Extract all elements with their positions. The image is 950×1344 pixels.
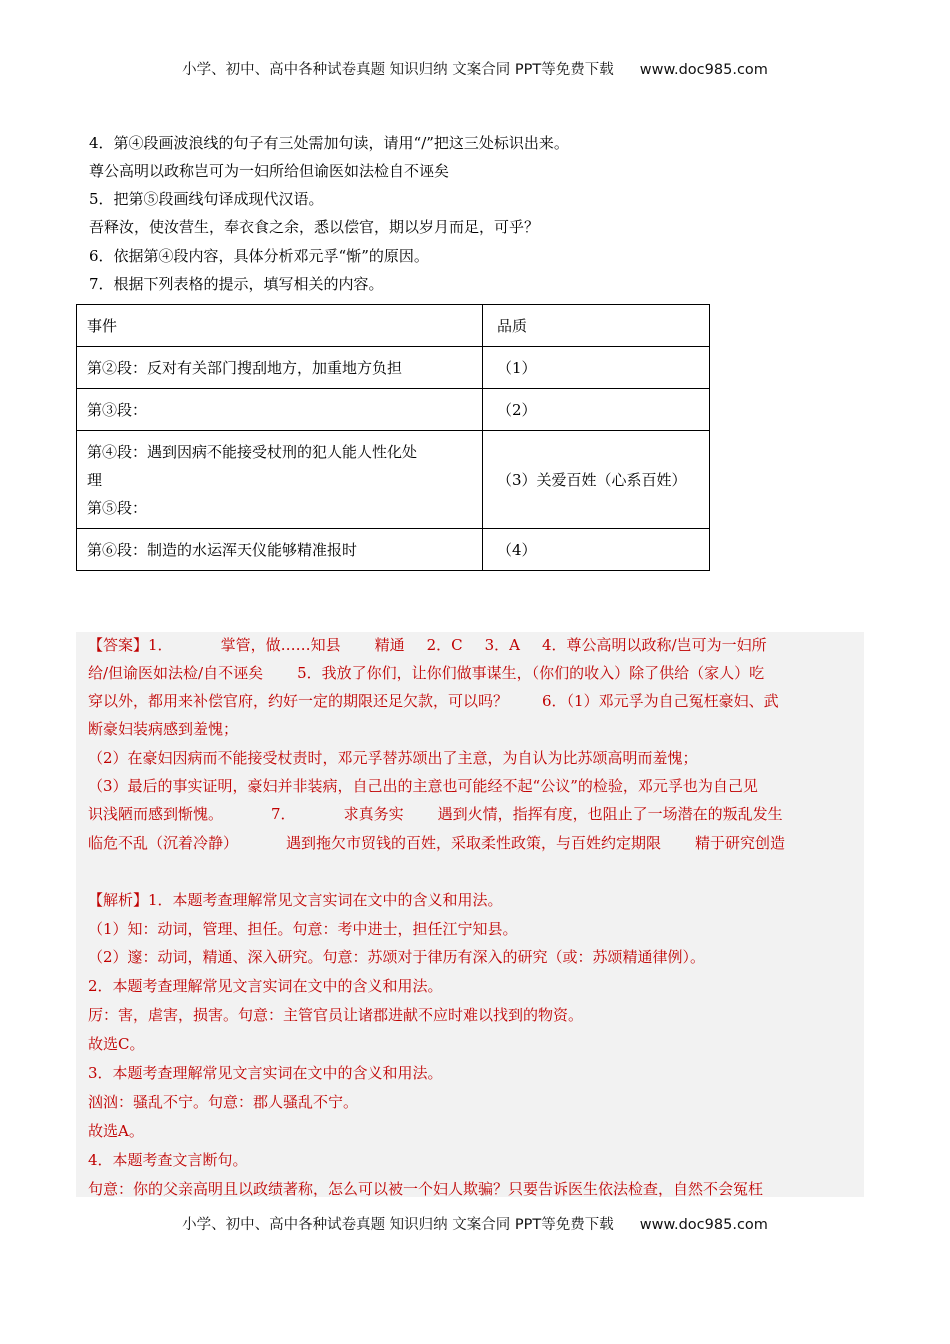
event-line: 第⑤段： — [87, 498, 148, 517]
analysis-line: 4．本题考查文言断句。 — [88, 1151, 248, 1169]
answer-line: 【答案】1． 掌管，做……知县 精通 2．C 3．A 4．尊公高明以政称/岂可为一妇所 — [88, 636, 767, 654]
quality-cell: （4） — [483, 529, 710, 571]
answer-line: （2）在豪妇因病而不能接受杖责时，邓元孚替苏颂出了主意，为自认为比苏颂高明而羞愧； — [88, 749, 698, 767]
header-cell-event: 事件 — [77, 305, 483, 347]
header-site-link[interactable]: www.doc985.com — [639, 62, 768, 78]
answer-line: （3）最后的事实证明，豪妇并非装病，自己出的主意也可能经不起“公议”的检验，邓元孚也为自己见 — [88, 777, 758, 795]
analysis-label: 【解析】 — [88, 891, 149, 909]
header-cell-quality: 品质 — [483, 305, 710, 347]
answer-line: 断豪妇装病感到羞愧； — [88, 720, 239, 738]
event-quality-table — [76, 304, 710, 571]
analysis-line: 【解析】1．本题考查理解常见文言实词在文中的含义和用法。 — [88, 891, 503, 909]
page-header — [0, 58, 950, 79]
footer-site-link[interactable]: www.doc985.com — [639, 1217, 768, 1233]
analysis-line: 汹汹：骚乱不宁。句意：郡人骚乱不宁。 — [88, 1093, 359, 1111]
table-header-row — [77, 305, 710, 347]
question-4-sentence: 尊公高明以政称岂可为一妇所给但谕医如法检自不诬矣 — [89, 162, 450, 180]
question-6: 6．依据第④段内容，具体分析邓元孚“惭”的原因。 — [89, 247, 429, 265]
analysis-line: 故选A。 — [88, 1122, 144, 1140]
page-footer — [0, 1213, 950, 1234]
answer-analysis-block — [76, 632, 864, 1197]
answer-label: 【答案】 — [88, 636, 149, 654]
answer-line: 给/但谕医如法检/自不诬矣 5．我放了你们，让你们做事谋生，（你们的收入）除了供给（家人）吃 — [88, 664, 765, 682]
question-5-sentence: 吾释汝，使汝营生，奉衣食之余，悉以偿官，期以岁月而足，可乎？ — [89, 218, 540, 236]
analysis-line: 故选C。 — [88, 1035, 145, 1053]
event-line: 第④段：遇到因病不能接受杖刑的犯人能人性化处 — [87, 442, 418, 461]
analysis-line: 句意：你的父亲高明且以政绩著称，怎么可以被一个妇人欺骗？只要告诉医生依法检查，自然不会冤枉 — [88, 1180, 764, 1197]
event-cell: 第②段：反对有关部门搜刮地方，加重地方负担 — [77, 347, 483, 389]
analysis-line: 3．本题考查理解常见文言实词在文中的含义和用法。 — [88, 1064, 443, 1082]
event-line: 理 — [87, 470, 103, 489]
answer-line: 临危不乱（沉着冷静） 遇到拖欠市贸钱的百姓，采取柔性政策，与百姓约定期限 精于研究创造 — [88, 834, 786, 852]
table-row — [77, 529, 710, 571]
event-cell — [77, 431, 483, 529]
footer-text: 小学、初中、高中各种试卷真题 知识归纳 文案合同 PPT等免费下载 — [182, 1217, 614, 1233]
event-cell: 第⑥段：制造的水运浑天仪能够精准报时 — [77, 529, 483, 571]
question-7: 7．根据下列表格的提示，填写相关的内容。 — [89, 275, 384, 293]
quality-cell: （3）关爱百姓（心系百姓） — [483, 431, 710, 529]
quality-cell: （1） — [483, 347, 710, 389]
analysis-line: 厉：害，虐害，损害。句意：主管官员让诸郡进献不应时难以找到的物资。 — [88, 1006, 584, 1024]
event-cell: 第③段： — [77, 389, 483, 431]
table-row — [77, 431, 710, 529]
table-row — [77, 347, 710, 389]
quality-cell: （2） — [483, 389, 710, 431]
header-text: 小学、初中、高中各种试卷真题 知识归纳 文案合同 PPT等免费下载 — [182, 62, 614, 78]
answer-line: 识浅陋而感到惭愧。 7． 求真务实 遇到火情，指挥有度，也阻止了一场潜在的叛乱发生 — [88, 805, 783, 823]
analysis-line: （1）知：动词，管理、担任。句意：考中进士，担任江宁知县。 — [88, 920, 518, 938]
answer-line: 穿以外，都用来补偿官府，约好一定的期限还足欠款，可以吗？ 6．（1）邓元孚为自己冤枉豪妇、武 — [88, 692, 779, 710]
question-4: 4．第④段画波浪线的句子有三处需加句读，请用“/”把这三处标识出来。 — [89, 134, 569, 152]
analysis-line: （2）邃：动词，精通、深入研究。句意：苏颂对于律历有深入的研究（或：苏颂精通律例）。 — [88, 948, 706, 966]
question-5: 5．把第⑤段画线句译成现代汉语。 — [89, 190, 324, 208]
analysis-line: 2．本题考查理解常见文言实词在文中的含义和用法。 — [88, 977, 443, 995]
table-row — [77, 389, 710, 431]
